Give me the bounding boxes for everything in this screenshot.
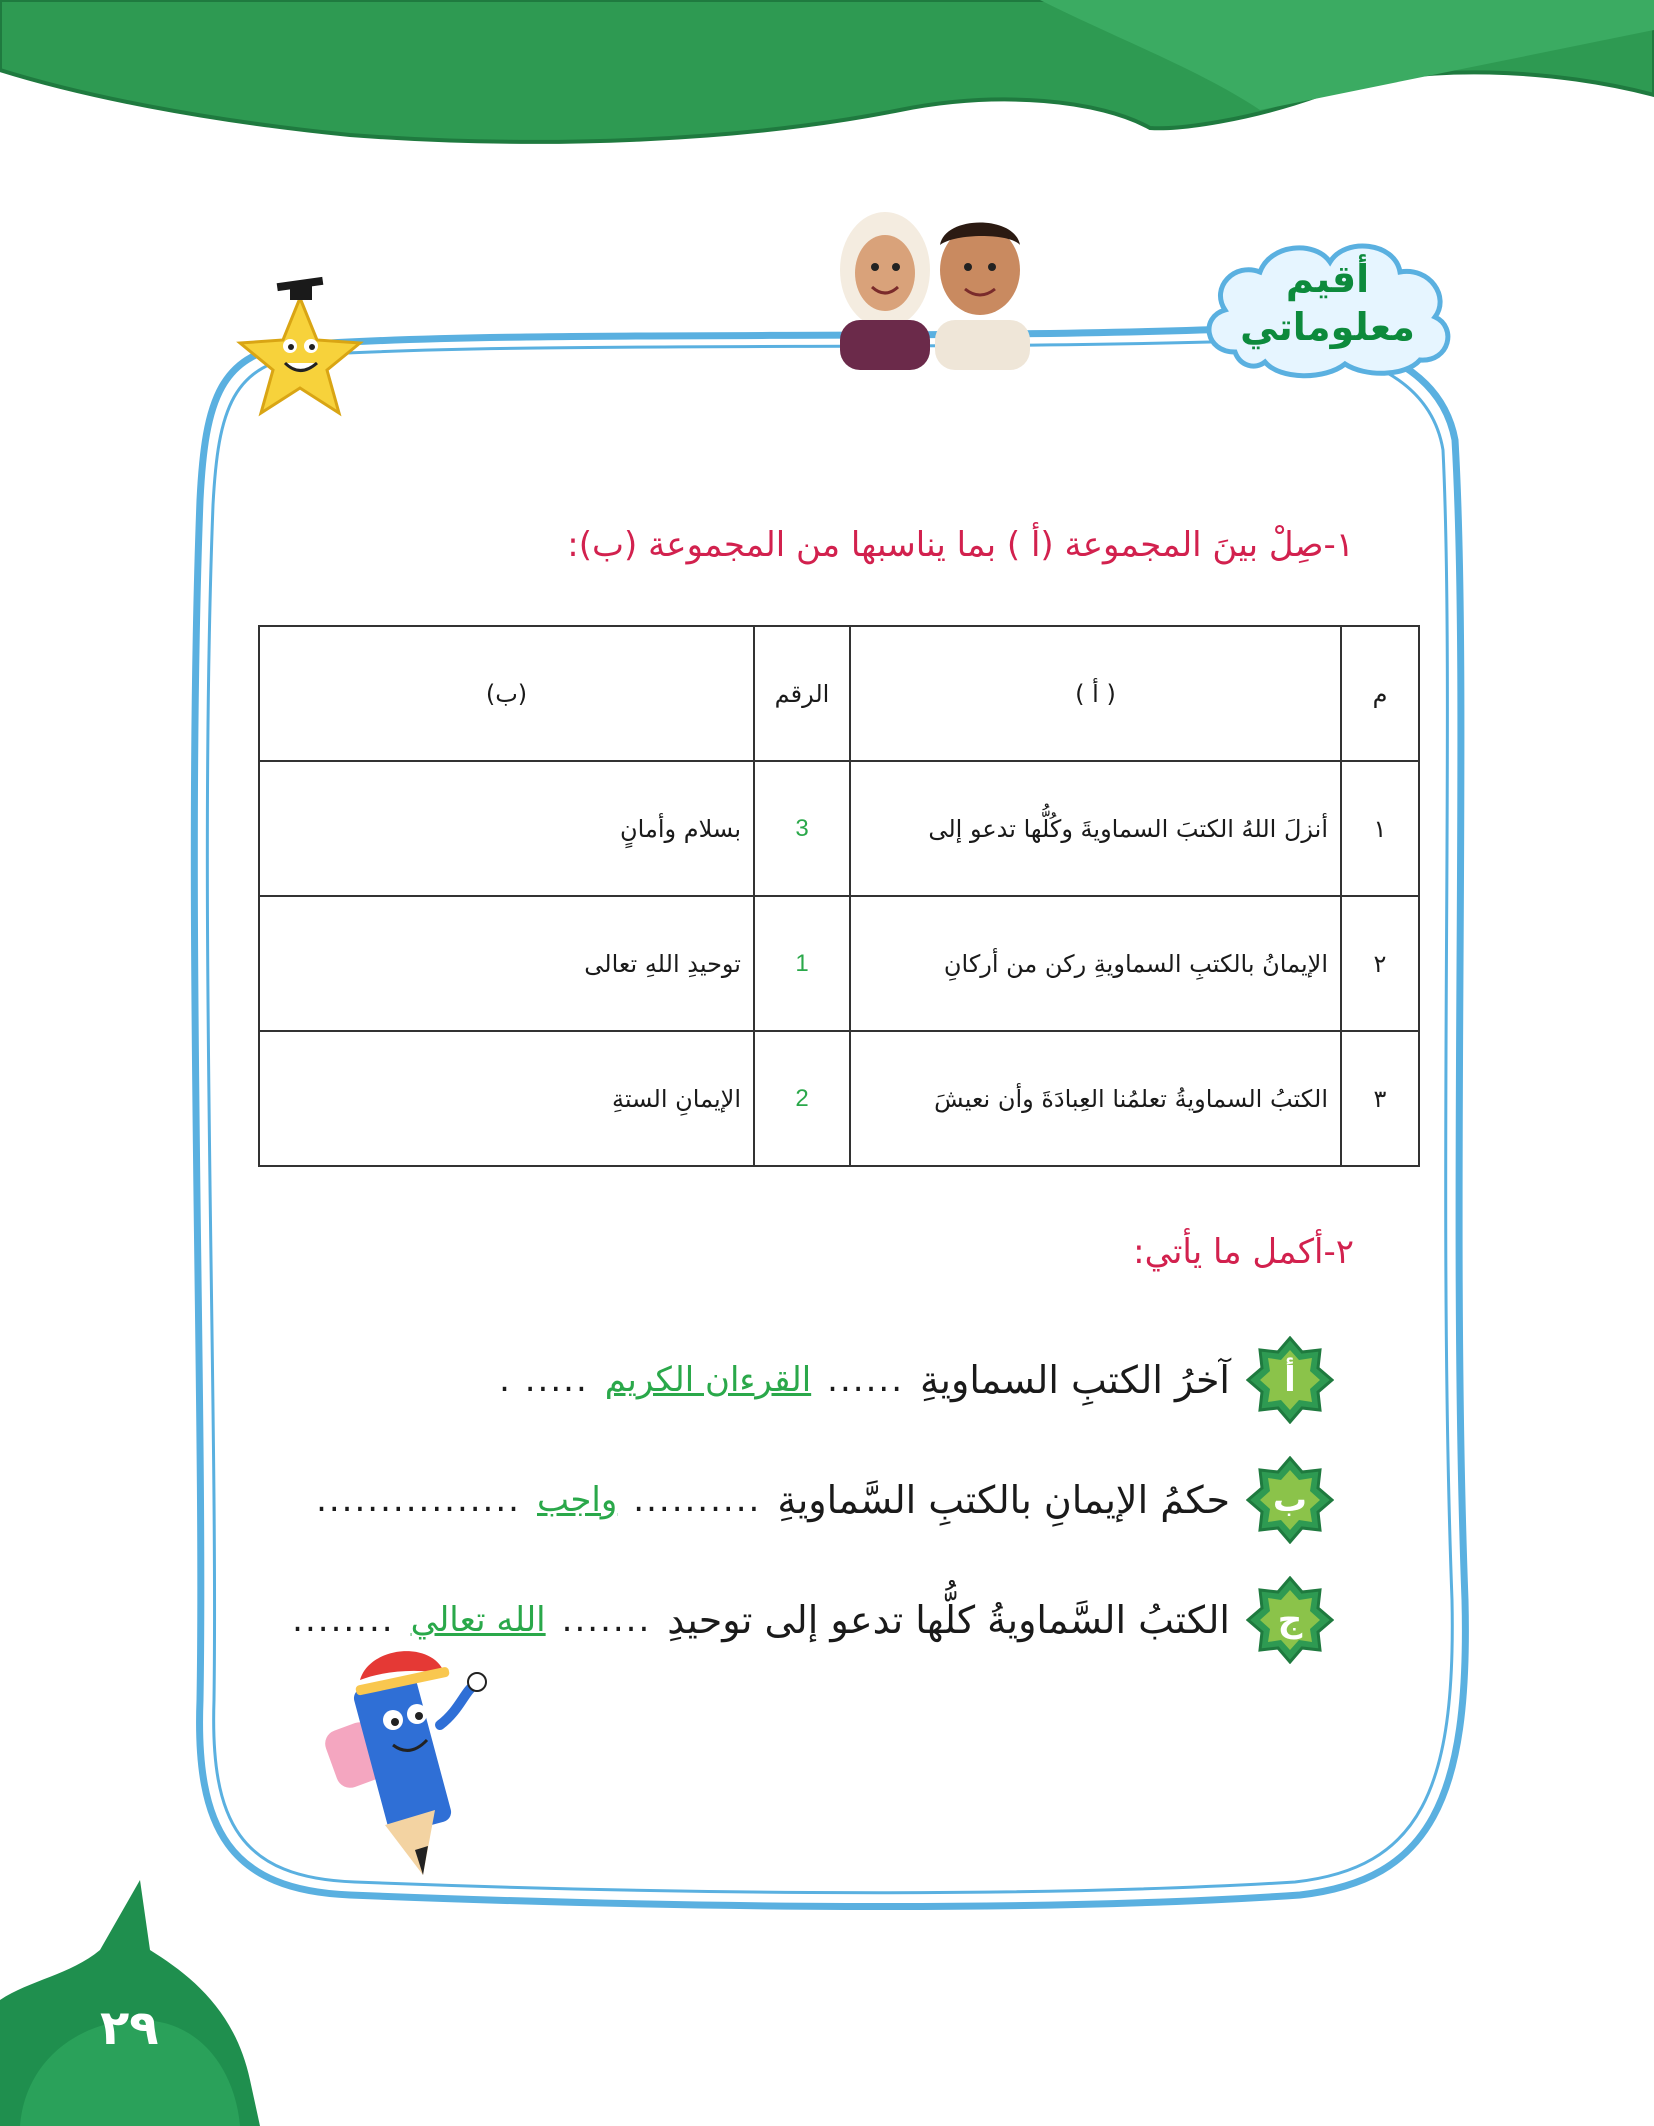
- row-answer-number[interactable]: 2: [754, 1031, 850, 1166]
- item-letter: ج: [1277, 1600, 1303, 1640]
- item-dots-after: ........: [292, 1600, 395, 1640]
- header-m: م: [1341, 626, 1419, 761]
- item-dots-before: ......: [827, 1360, 905, 1400]
- header-a: ( أ ): [850, 626, 1341, 761]
- item-answer[interactable]: واجب: [536, 1480, 618, 1520]
- pencil-mascot-icon: [315, 1640, 490, 1885]
- item-answer[interactable]: الله تعالي: [410, 1600, 546, 1640]
- item-text: حكمُ الإيمانِ بالكتبِ السَّماويةِ: [777, 1478, 1230, 1522]
- table-row: [259, 896, 1419, 1031]
- table-row: [259, 761, 1419, 896]
- badge-line2: معلوماتي: [1240, 305, 1415, 349]
- fill-item-a: [499, 1345, 1334, 1415]
- table-row: [259, 1031, 1419, 1166]
- item-letter: ب: [1272, 1480, 1308, 1520]
- fill-item-b: [316, 1465, 1334, 1535]
- row-answer-number[interactable]: 3: [754, 761, 850, 896]
- item-dots-after: ................: [316, 1480, 521, 1520]
- row-index: ١: [1341, 761, 1419, 896]
- header-b: (ب): [259, 626, 754, 761]
- row-a-text: الكتبُ السماويةُ تعلمُنا العِبادَةَ وأن نعيشَ: [850, 1031, 1341, 1166]
- item-dots-before: ..........: [633, 1480, 762, 1520]
- row-index: ٣: [1341, 1031, 1419, 1166]
- matching-table: [258, 625, 1420, 1167]
- row-answer-number[interactable]: 1: [754, 896, 850, 1031]
- item-dots-after: ..... .: [499, 1360, 589, 1400]
- item-text: الكتبُ السَّماويةُ كلُّها تدعو إلى توحيدِ: [667, 1598, 1230, 1642]
- kids-illustration: [820, 195, 1050, 370]
- row-b-text: توحيدِ اللهِ تعالى: [259, 896, 754, 1031]
- row-b-text: بسلام وأمانٍ: [259, 761, 754, 896]
- octagon-star-icon: [1246, 1576, 1334, 1664]
- item-text: آخرُ الكتبِ السماويةِ: [920, 1358, 1230, 1402]
- question-1-title: ١-صِلْ بينَ المجموعة (أ ) بما يناسبها من المجموعة (ب):: [567, 525, 1354, 565]
- row-index: ٢: [1341, 896, 1419, 1031]
- item-answer[interactable]: القرءان الكريم: [604, 1360, 812, 1400]
- question-2-title: ٢-أكمل ما يأتي:: [1133, 1232, 1354, 1272]
- row-a-text: الإيمانُ بالكتبِ السماويةِ ركن من أركانِ: [850, 896, 1341, 1031]
- item-letter: أ: [1284, 1360, 1296, 1400]
- graduation-star-icon: [235, 268, 365, 418]
- badge-line1: أقيم: [1285, 257, 1370, 301]
- page-number: ٢٩: [100, 2000, 159, 2056]
- table-header-row: [259, 626, 1419, 761]
- octagon-star-icon: [1246, 1456, 1334, 1544]
- badge-title: [1195, 255, 1460, 351]
- header-num: الرقم: [754, 626, 850, 761]
- item-dots-before: .......: [561, 1600, 652, 1640]
- row-a-text: أنزلَ اللهُ الكتبَ السماويةَ وكُلُّها تدعو إلى: [850, 761, 1341, 896]
- octagon-star-icon: [1246, 1336, 1334, 1424]
- row-b-text: الإيمانِ الستةِ: [259, 1031, 754, 1166]
